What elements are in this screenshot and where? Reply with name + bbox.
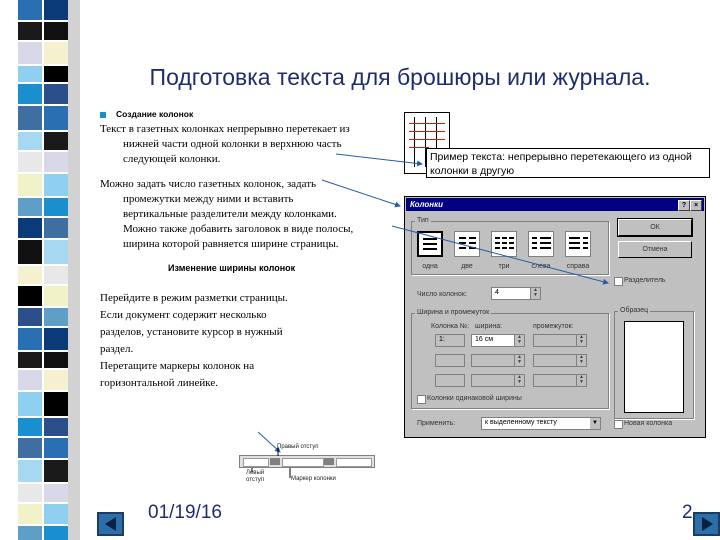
arrow-to-sample <box>336 154 422 164</box>
text-line: Если документ содержит несколько <box>100 309 267 321</box>
text-line: Текст в газетных колонках непрерывно перетекает из <box>100 123 350 135</box>
text-line: следующей колонки. <box>123 153 221 165</box>
preset-label: слева <box>531 263 551 270</box>
arrow-right-icon <box>702 517 713 531</box>
arrow-to-separator <box>392 226 608 283</box>
left-indent-label: Левый отступ <box>246 470 265 483</box>
row1-number-value: 1: <box>439 336 445 343</box>
preview-group-label: Образец <box>620 307 649 314</box>
text-line: Можно задать число газетных колонок, задать <box>100 178 317 190</box>
section-heading-columns: Создание колонок <box>116 109 194 119</box>
columns-count-label: Число колонок: <box>417 291 467 298</box>
preset-label: три <box>498 263 510 270</box>
preset-label: две <box>461 263 473 270</box>
row1-width-value: 16 см <box>475 336 494 343</box>
new-column-label: Новая колонка <box>624 420 673 427</box>
width-group-label: Ширина и промежуток <box>417 309 490 316</box>
text-line: горизонтальной линейке. <box>100 377 218 389</box>
columns-count-value: 4 <box>495 289 499 296</box>
text-line: Можно также добавить заголовок в виде полосы, <box>123 223 354 235</box>
apply-label: Применить: <box>417 420 456 427</box>
separator-label: Разделитель <box>624 277 666 284</box>
right-indent-label: Правый отступ <box>277 444 319 450</box>
next-slide-button[interactable] <box>693 512 720 536</box>
text-line: промежутки между ними и вставить <box>123 193 294 205</box>
text-line: ширина которой равняется ширине страницы. <box>123 238 339 250</box>
previous-slide-button[interactable] <box>97 512 124 536</box>
spin-arrows-icon[interactable]: ▲ ▼ <box>514 335 524 346</box>
preset-label: справа <box>566 263 590 270</box>
dialog-title: Колонки <box>410 200 444 209</box>
chevron-down-icon[interactable]: ▼ <box>590 418 600 429</box>
equal-width-label: Колонки одинаковой ширины <box>427 395 522 402</box>
arrow-to-dialog <box>322 180 400 206</box>
width-header: ширина: <box>475 323 503 330</box>
arrow-left-icon <box>105 517 116 531</box>
gap-header: промежуток: <box>533 323 574 330</box>
sample-column-text: Пример текста: непрерывно перетекающего из одной колонки в другую <box>426 148 710 178</box>
column-marker-label: Маркер колонки <box>291 476 336 482</box>
arrow-to-ruler <box>258 432 280 452</box>
text-line: нижней части одной колонки в верхнюю часть <box>123 138 342 150</box>
spin-arrows-icon[interactable]: ▲ ▼ <box>576 375 586 386</box>
close-button[interactable]: × <box>690 200 702 211</box>
text-line: вертикальные разделители между колонками. <box>123 208 337 220</box>
text-line: раздел. <box>100 343 134 355</box>
spin-arrows-icon[interactable]: ▲ ▼ <box>576 355 586 366</box>
text-line: Перетащите маркеры колонок на <box>100 360 255 372</box>
help-button[interactable]: ? <box>678 200 690 211</box>
slide-page-number: 2 <box>682 502 693 523</box>
cancel-button[interactable]: Отмена <box>618 241 692 258</box>
type-group-label: Тип <box>417 217 429 224</box>
apply-select-value: к выделенному тексту <box>485 419 557 426</box>
text-line: разделов, установите курсор в нужный <box>100 326 283 338</box>
column-number-header: Колонка №: <box>431 323 470 330</box>
text-line: Перейдите в режим разметки страницы. <box>100 292 288 304</box>
section-heading-width: Изменение ширины колонок <box>168 263 296 273</box>
slide-title: Подготовка текста для брошюры или журнала. <box>149 64 651 90</box>
ok-button[interactable]: ОК <box>618 219 692 236</box>
spin-arrows-icon[interactable]: ▲ ▼ <box>514 355 524 366</box>
spin-arrows-icon[interactable]: ▲ ▼ <box>530 288 540 299</box>
preset-label: одна <box>422 263 438 270</box>
slide-date: 01/19/16 <box>148 502 222 523</box>
spin-arrows-icon[interactable]: ▲ ▼ <box>514 375 524 386</box>
spin-arrows-icon[interactable]: ▲ ▼ <box>576 335 586 346</box>
